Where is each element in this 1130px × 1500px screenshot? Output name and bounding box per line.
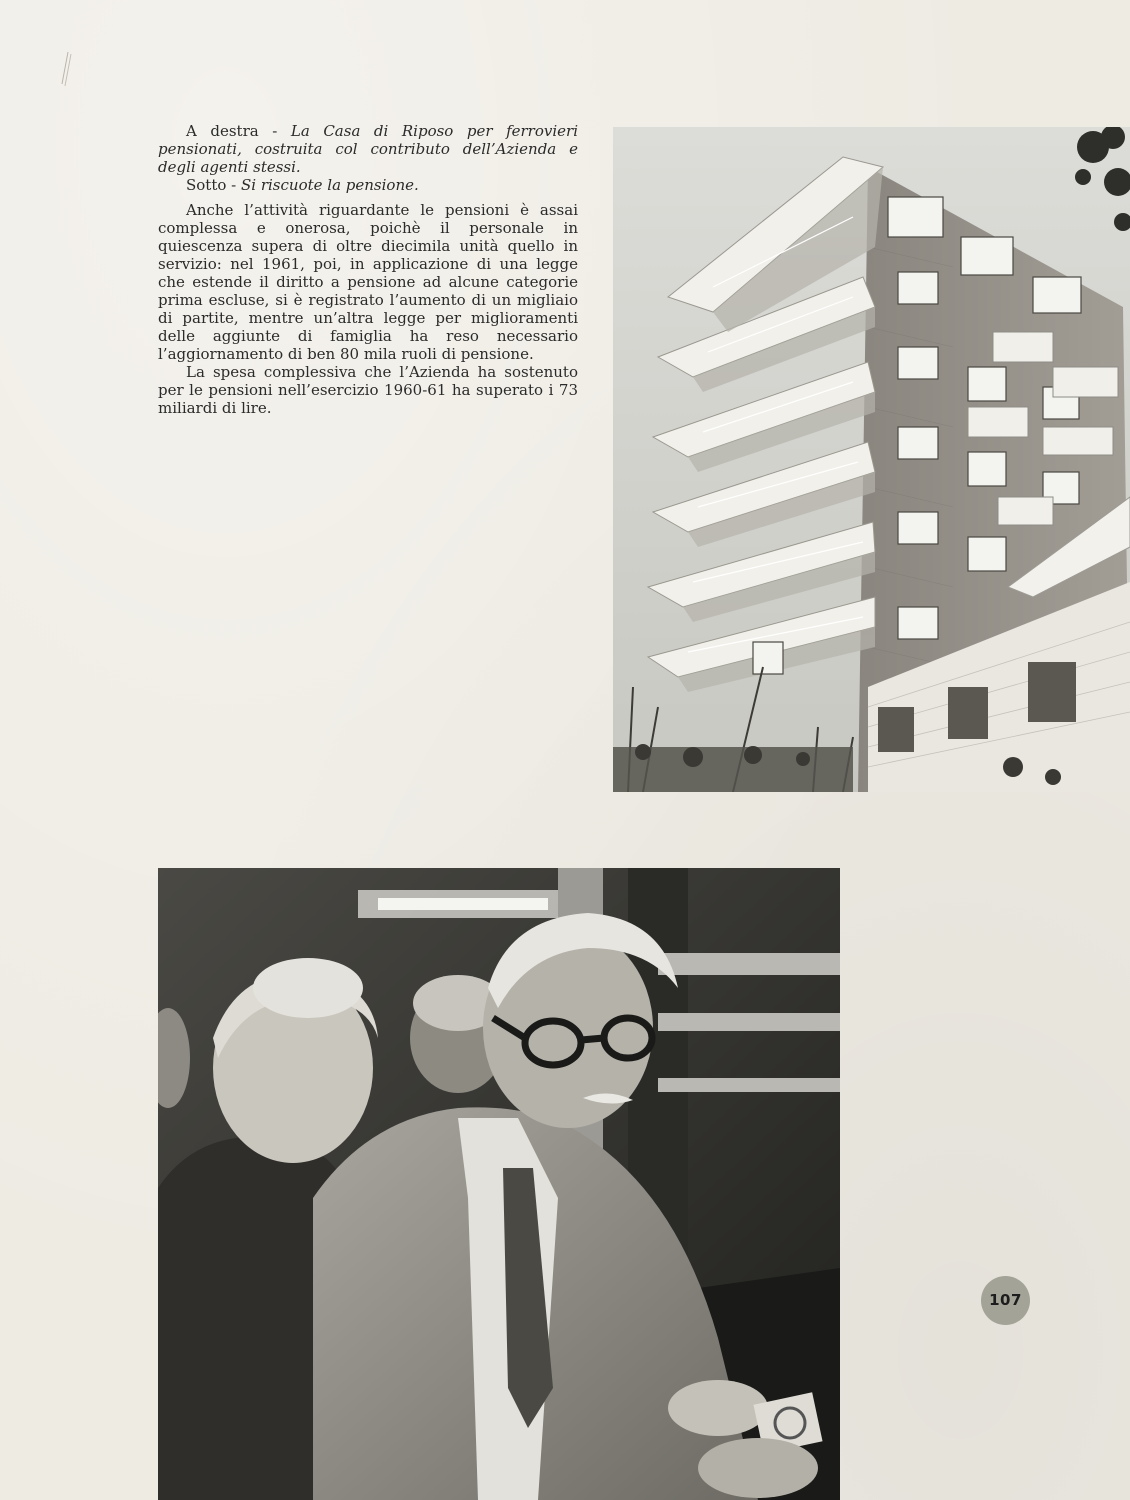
body-paragraph: Anche l’attività riguardante le pensioni è assai complessa e onerosa, poichè il personale in quiescenza supera di oltre diecimila unità quello in servizio: nel 1961, poi, in applicazione di una legge che estende il diritto a pensione ad alcune categorie prima escluse, si è registrato l’aumento di un migliaio di partite, mentre un’altra legge per miglioramenti delle aggiunte di famiglia ha reso necessario l’aggiornamento di ben 80 mila ruoli di pensione. bbox=[158, 201, 578, 363]
caption-below-text: Si riscuote la pensione. bbox=[241, 176, 419, 194]
pencil-mark bbox=[60, 50, 72, 88]
caption-below bbox=[158, 176, 578, 194]
body-paragraph: La spesa complessiva che l’Azienda ha sostenuto per le pensioni nell’esercizio 1960-61 ha superato i 73 miliardi di lire. bbox=[158, 363, 578, 417]
caption-below-prefix: Sotto - bbox=[186, 176, 241, 194]
caption-right-text: La Casa di Riposo per ferrovieri pensionati, costruita col contributo dell’Azienda e degli agenti stessi. bbox=[158, 122, 578, 176]
building-photo bbox=[613, 127, 1130, 792]
pension-photo bbox=[158, 868, 840, 1500]
page-number-badge: 107 bbox=[981, 1276, 1030, 1325]
text-column bbox=[158, 122, 578, 417]
caption-right bbox=[158, 122, 578, 176]
caption-right-prefix: A destra - bbox=[186, 122, 291, 140]
